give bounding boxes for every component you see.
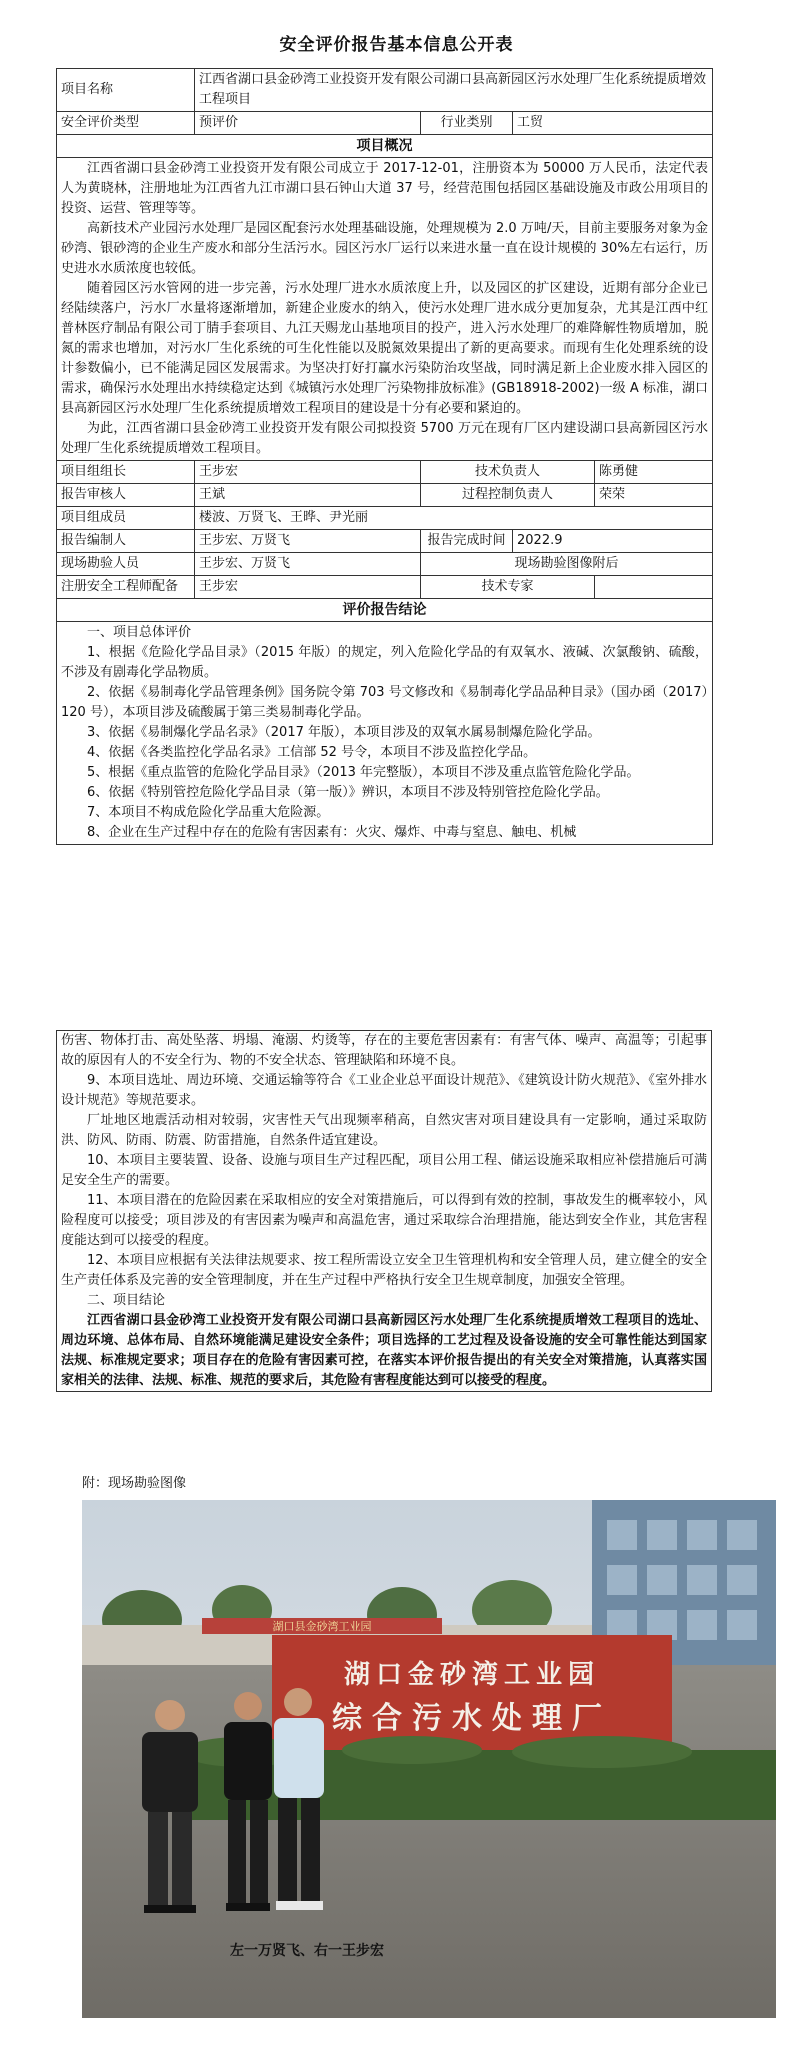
overview-paragraph: 高新技术产业园污水处理厂是园区配套污水处理基础设施，处理规模为 2.0 万吨/天，目前主要服务对象为金砂湾、银砂湾的企业生产废水和部分生活污水。园区污水厂运行以来进水量一直在设计规模的 30%左右运行，历史进水水质浓度也较低。 (61, 221, 709, 276)
page-title: 安全评价报告基本信息公开表 (279, 35, 514, 55)
members-label: 项目组成员 (57, 507, 195, 530)
conclusion-line: 4、依据《各类监控化学品名录》工信部 52 号令，本项目不涉及监控化学品。 (87, 745, 537, 760)
eval-type: 预评价 (195, 112, 421, 135)
tech: 陈勇健 (595, 461, 713, 484)
members: 楼波、万贤飞、王晔、尹光丽 (195, 507, 713, 530)
survey-label: 现场勘验人员 (57, 553, 195, 576)
conclusion-line: 1、根据《危险化学品目录》（2015 年版）的规定，列入危险化学品的有双氧水、液碱、次氯酸钠、硫酸，不涉及有剧毒化学品物质。 (61, 645, 709, 680)
engineer: 王步宏 (195, 576, 421, 599)
conclusion-line: 10、本项目主要装置、设备、设施与项目生产过程匹配，项目公用工程、储运设施采取相应补偿措施后可满足安全生产的需要。 (61, 1153, 707, 1188)
overview-body (57, 158, 713, 461)
leader: 王步宏 (195, 461, 421, 484)
date-label: 报告完成时间 (421, 530, 513, 553)
site-photo-svg (82, 1500, 776, 2018)
conclusion-line: 5、根据《重点监管的危险化学品目录》（2013 年完整版），本项目不涉及重点监管危险化学品。 (87, 765, 640, 780)
conclusion-heading: 评价报告结论 (57, 599, 713, 622)
plant-sign-line2: 综合污水处理厂 (332, 1701, 612, 1736)
overview-paragraph: 江西省湖口县金砂湾工业投资开发有限公司成立于 2017-12-01，注册资本为 50000 万人民币，法定代表人为黄晓林，注册地址为江西省九江市湖口县石钟山大道 37 号，经营范围包括园区基础设施及市政公用项目的投资、运营、管理等等。 (61, 161, 709, 216)
eval-type-label: 安全评价类型 (57, 112, 195, 135)
project-name: 江西省湖口县金砂湾工业投资开发有限公司湖口县高新园区污水处理厂生化系统提质增效工程项目 (195, 69, 713, 112)
conclusion-line: 9、本项目选址、周边环境、交通运输等符合《工业企业总平面设计规范》、《建筑设计防火规范》、《室外排水设计规范》等规范要求。 (61, 1073, 707, 1108)
conclusion-line: 7、本项目不构成危险化学品重大危险源。 (87, 805, 330, 820)
conclusion-line: 二、项目结论 (87, 1293, 166, 1308)
writer-label: 报告编制人 (57, 530, 195, 553)
plant-sign-line1: 湖口金砂湾工业园 (343, 1660, 601, 1690)
conclusion-line: 6、依据《特别管控危险化学品目录（第一版）》辨识，本项目不涉及特别管控危险化学品。 (87, 785, 609, 800)
date: 2022.9 (513, 530, 713, 553)
overview-paragraph: 为此，江西省湖口县金砂湾工业投资开发有限公司拟投资 5700 万元在现有厂区内建设湖口县高新园区污水处理厂生化系统提质增效工程项目。 (61, 421, 709, 456)
gate-sign-text: 湖口县金砂湾工业园 (272, 1620, 372, 1633)
conclusion-line: 12、本项目应根据有关法律法规要求、按工程所需设立安全卫生管理机构和安全管理人员，建立健全的安全生产责任体系及完善的安全管理制度，并在生产过程中严格执行安全卫生规章制度，加强安全管理。 (61, 1253, 707, 1288)
engineer-label: 注册安全工程师配备 (57, 576, 195, 599)
conclusion-line: 厂址地区地震活动相对较弱，灾害性天气出现频率稍高，自然灾害对项目建设具有一定影响，通过采取防洪、防风、防雨、防震、防雷措施，自然条件适宜建设。 (61, 1113, 707, 1148)
overview-heading: 项目概况 (57, 135, 713, 158)
survey: 王步宏、万贤飞 (195, 553, 421, 576)
leader-label: 项目组组长 (57, 461, 195, 484)
conclusion-continuation (56, 1030, 712, 1392)
process-label: 过程控制负责人 (421, 484, 595, 507)
final-conclusion: 江西省湖口县金砂湾工业投资开发有限公司湖口县高新园区污水处理厂生化系统提质增效工程项目的选址、周边环境、总体布局、自然环境能满足建设安全条件；项目选择的工艺过程及设备设施的安全可靠性能达到国家法规、标准规定要求；项目存在的危险有害因素可控，在落实本评价报告提出的有关安全对策措施，认真落实国家相关的法律、法规、标准、规范的要求后，其危险有害程度能达到可以接受的程度。 (61, 1313, 707, 1388)
survey-img-label: 现场勘验图像附后 (421, 553, 713, 576)
info-table (56, 68, 713, 845)
reviewer: 王斌 (195, 484, 421, 507)
industry: 工贸 (513, 112, 713, 135)
reviewer-label: 报告审核人 (57, 484, 195, 507)
conclusion-line: 8、企业在生产过程中存在的危险有害因素有：火灾、爆炸、中毒与窒息、触电、机械 (87, 825, 577, 840)
overview-paragraph: 随着园区污水管网的进一步完善，污水处理厂进水水质浓度上升，以及园区的扩区建设，近期有部分企业已经陆续落户，污水厂水量将逐渐增加，新建企业废水的纳入，使污水处理厂进水成分更加复杂，尤其是江西中红普林医疗制品有限公司丁腈手套项目、九江天赐龙山基地项目的投产，进入污水处理厂的难降解性物质增加，脱氮的需求也增加，对污水厂生化系统的可生化性能以及脱氮效果提出了新的更高要求。而现有生化处理系统的设计参数偏小，已不能满足园区发展需求。为坚决打好打赢水污染防治攻坚战，同时满足新上企业废水排入园区的需求，确保污水处理出水持续稳定达到《城镇污水处理厂污染物排放标准》(GB18918-2002)一级 A 标准，湖口县高新园区污水处理厂生化系统提质增效工程项目的建设是十分有必要和紧迫的。 (61, 281, 709, 416)
conclusion-line: 一、项目总体评价 (87, 625, 192, 640)
conclusion-line: 2、依据《易制毒化学品管理条例》国务院令第 703 号文修改和《易制毒化学品品种目录》（国办函（2017）120 号），本项目涉及硫酸属于第三类易制毒化学品。 (61, 685, 709, 720)
industry-label: 行业类别 (421, 112, 513, 135)
project-name-label: 项目名称 (57, 69, 195, 112)
conclusion-line: 3、依据《易制爆化学品名录》（2017 年版），本项目涉及的双氧水属易制爆危险化学品。 (87, 725, 601, 740)
conclusion-line: 伤害、物体打击、高处坠落、坍塌、淹溺、灼烫等，存在的主要危害因素有：有害气体、噪声、高温等；引起事故的原因有人的不安全行为、物的不安全状态、管理缺陷和环境不良。 (61, 1033, 707, 1068)
expert (595, 576, 713, 599)
expert-label: 技术专家 (421, 576, 595, 599)
site-photo (82, 1500, 776, 2018)
writer: 王步宏、万贤飞 (195, 530, 421, 553)
process: 荣荣 (595, 484, 713, 507)
attachment-label: 附：现场勘验图像 (82, 1476, 187, 1491)
tech-label: 技术负责人 (421, 461, 595, 484)
conclusion-line: 11、本项目潜在的危险因素在采取相应的安全对策措施后，可以得到有效的控制，事故发生的概率较小，风险程度可以接受；项目涉及的有害因素为噪声和高温危害，通过采取综合治理措施，能达到安全作业，其危害程度能达到可以接受的程度。 (61, 1193, 707, 1248)
conclusion-body-1 (57, 622, 713, 845)
photo-caption: 左一万贤飞、右一王步宏 (230, 1943, 384, 1959)
